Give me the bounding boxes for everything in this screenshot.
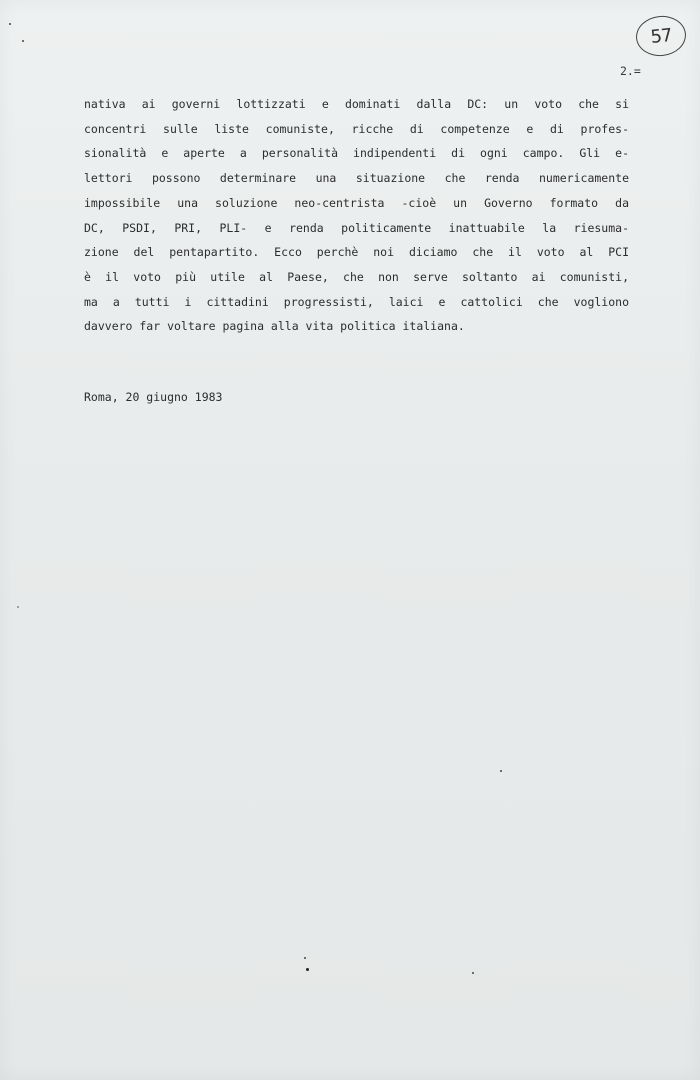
- scan-speck: [17, 606, 19, 608]
- scan-speck: [304, 957, 306, 959]
- archive-stamp: [634, 13, 688, 58]
- scan-speck: [22, 40, 24, 42]
- text-line: nativa ai governi lottizzati e dominati dalla DC: un voto che si: [84, 97, 629, 111]
- body-paragraph: [84, 92, 629, 339]
- text-line: zione del pentapartito. Ecco perchè noi diciamo che il voto al PCI: [84, 245, 629, 260]
- text-line: impossibile una soluzione neo-centrista -cioè un Governo formato da: [84, 195, 629, 210]
- text-line: davvero far voltare pagina alla vita politica italiana.: [84, 319, 465, 334]
- text-line: DC, PSDI, PRI, PLI- e renda politicamente inattuabile la riesuma-: [84, 220, 629, 235]
- stamp-text: 57: [649, 24, 673, 48]
- text-line: lettori possono determinare una situazione che renda numericamente: [84, 171, 629, 186]
- scan-speck: [472, 972, 474, 974]
- text-line: ma a tutti i cittadini progressisti, laici e cattolici che vogliono: [84, 294, 629, 309]
- scan-speck: [306, 968, 309, 971]
- page-number: 2.=: [620, 64, 641, 78]
- place-date-line: Roma, 20 giugno 1983: [84, 390, 223, 404]
- scan-speck: [500, 770, 502, 772]
- scan-speck: [9, 23, 11, 25]
- text-line: concentri sulle liste comuniste, ricche di competenze e di profes-: [84, 121, 629, 136]
- text-line: è il voto più utile al Paese, che non serve soltanto ai comunisti,: [84, 269, 629, 284]
- text-line: sionalità e aperte a personalità indipendenti di ogni campo. Gli e-: [84, 146, 629, 161]
